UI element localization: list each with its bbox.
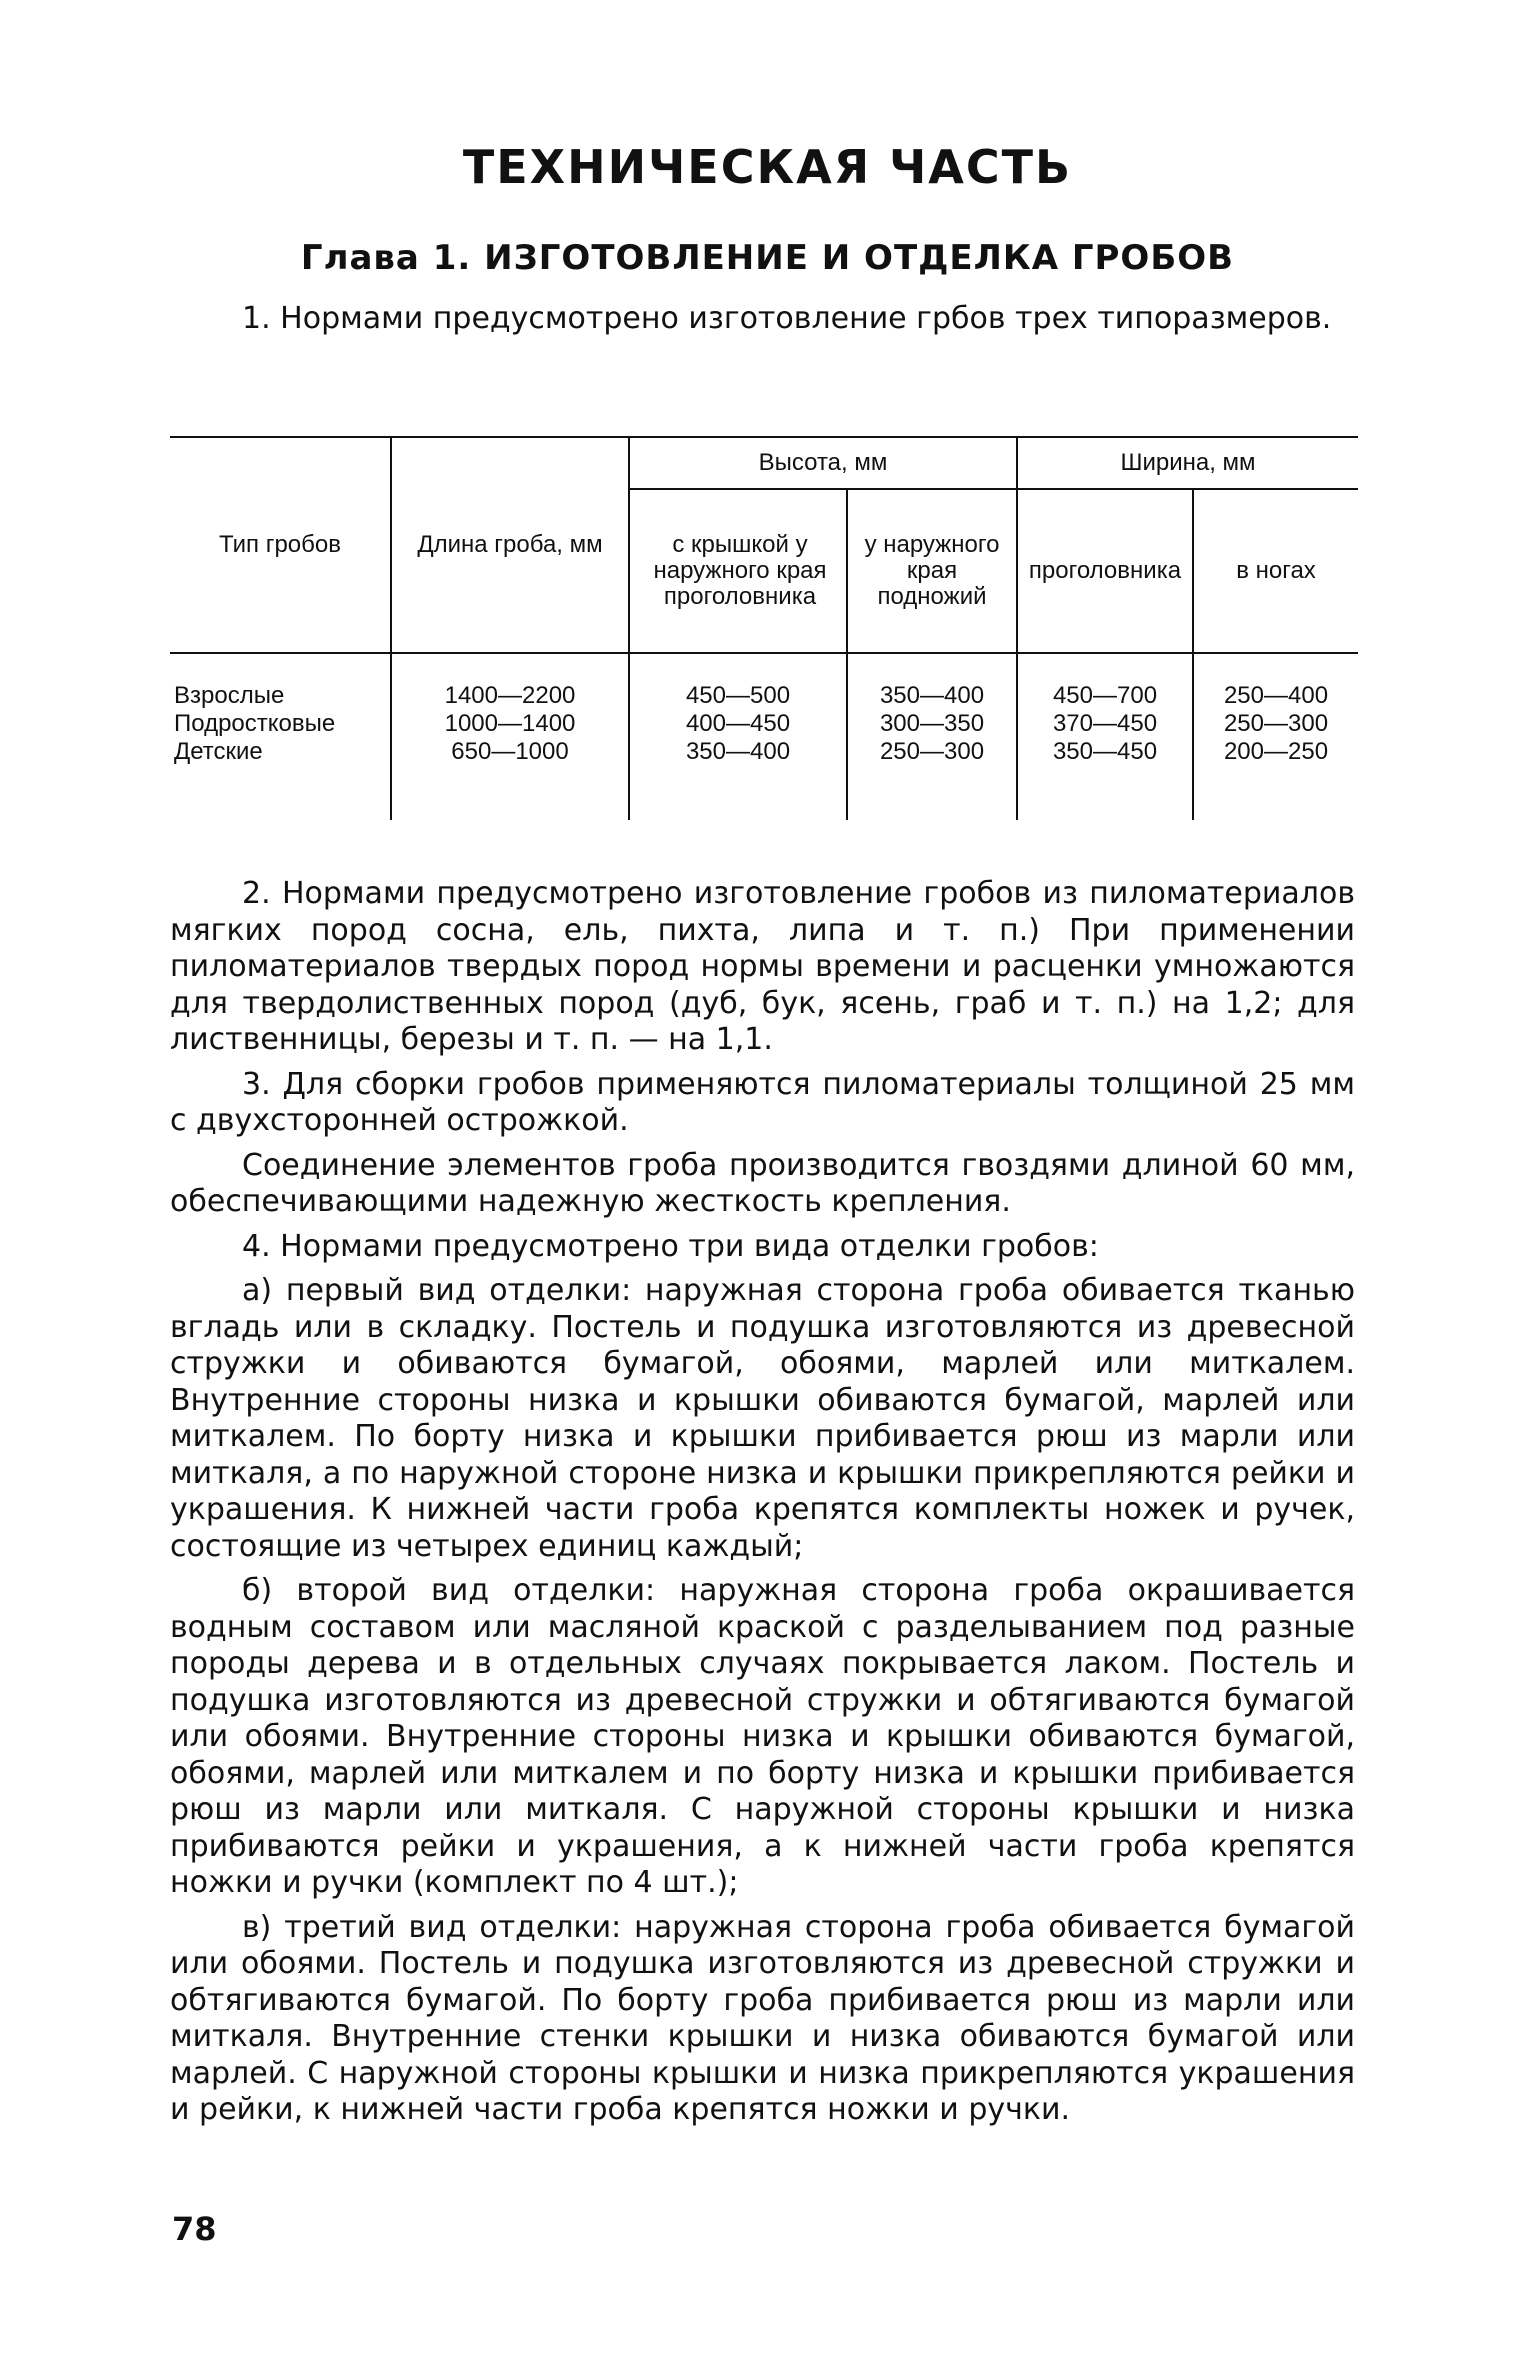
paragraph-2: 2. Нормами предусмотрено изготовление гробов из пиломатериалов мягких пород сосна, ель, пихта, липа и т. п.) При применении пиломатериалов твердых пород нормы времени и расценки умножаются для твердолиственных пород (дуб, бук, ясень, граб и т. п.) на 1,2; для лиственницы, березы и т. п. — на 1,1.: [170, 876, 1355, 1057]
coffin-sizes-table: [170, 436, 1358, 820]
paragraph-3: 3. Для сборки гробов применяются пиломатериалы толщиной 25 мм с двухсторонней острожкой.: [170, 1066, 1355, 1138]
body-text: [170, 876, 1355, 2137]
cell-width-head: 370—450: [1052, 710, 1158, 737]
table-header-rule: [170, 652, 1358, 654]
header-type: Тип гробов: [219, 531, 341, 558]
header-height-foot: у наружного края подножий: [864, 531, 1000, 610]
cell-height-with-lid: 400—450: [685, 710, 791, 737]
cell-height-foot: 300—350: [879, 710, 985, 737]
header-height: Высота, мм: [758, 449, 888, 476]
part-title: ТЕХНИЧЕСКАЯ ЧАСТЬ: [462, 140, 1073, 194]
paragraph-4a: а) первый вид отделки: наружная сторона гроба обивается тканью вгладь или в складку. Постель и подушка изготовляются из древесной стружки и обиваются бумагой, обоями, марлей или миткалем. Внутренние стороны низка и крышки обиваются бумагой, марлей или миткалем. По борту низка и крышки прибивается рюш из марли или миткаля, а по наружной стороне низка и крышки прикрепляются рейки и украшения. К нижней части гроба крепятся комплекты ножек и ручек, состоящие из четырех единиц каждый;: [170, 1273, 1355, 1564]
intro-text: 1. Нормами предусмотрено изготовление грбов трех типоразмеров.: [242, 301, 1332, 336]
column-type: [174, 682, 388, 766]
column-length: [392, 682, 628, 766]
chapter-name: ИЗГОТОВЛЕНИЕ И ОТДЕЛКА ГРОБОВ: [484, 238, 1235, 278]
intro-paragraph: [170, 298, 1355, 340]
paragraph-joining: Соединение элементов гроба производится гвоздями длиной 60 мм, обеспечивающими надежную жесткость крепления.: [170, 1147, 1355, 1219]
cell-length: 1400—2200: [444, 682, 576, 709]
cell-width-head: 350—450: [1052, 738, 1158, 765]
header-height-with-lid: с крышкой у наружного края проголовника: [653, 531, 827, 610]
cell-height-with-lid: 350—400: [685, 738, 791, 765]
header-width-feet: в ногах: [1236, 557, 1316, 584]
column-height-with-lid: [630, 682, 846, 766]
paragraph-4: 4. Нормами предусмотрено три вида отделки гробов:: [242, 1228, 1099, 1264]
header-width: Ширина, мм: [1120, 449, 1256, 476]
paragraph-4c: в) третий вид отделки: наружная сторона гроба обивается бумагой или обоями. Постель и подушка изготовляются из древесной стружки и обтягиваются бумагой. По борту гроба прибивается рюш из марли или миткаля. Внутренние стенки крышки и низка обиваются бумагой или марлей. С наружной стороны крышки и низка прикрепляются украшения и рейки, к нижней части гроба крепятся ножки и ручки.: [170, 1909, 1355, 2127]
paragraph-4b: б) второй вид отделки: наружная сторона гроба окрашивается водным составом или масляной краской с разделыванием под разные породы дерева и в отдельных случаях покрывается лаком. Постель и подушка изготовляются из древесной стружки и обтягиваются бумагой или обоями. Внутренние стороны низка и крышки обиваются бумагой, обоями, марлей или миткалем и по борту низка и крышки прибивается рюш из марли или миткаля. С наружной стороны крышки и низка прибиваются рейки и украшения, а к нижней части гроба крепятся ножки и ручки (комплект по 4 шт.);: [170, 1573, 1355, 1900]
cell-type: Подростковые: [174, 710, 336, 737]
cell-width-feet: 250—400: [1223, 682, 1329, 709]
cell-length: 650—1000: [451, 738, 569, 765]
cell-height-with-lid: 450—500: [685, 682, 791, 709]
column-width-head: [1018, 682, 1192, 766]
cell-type: Взрослые: [174, 682, 285, 709]
cell-height-foot: 350—400: [879, 682, 985, 709]
cell-width-head: 450—700: [1052, 682, 1158, 709]
cell-height-foot: 250—300: [879, 738, 985, 765]
cell-width-feet: 200—250: [1223, 738, 1329, 765]
chapter-label: Глава 1.: [300, 238, 472, 278]
chapter-title: [0, 238, 1535, 278]
page-number: 78: [172, 2210, 217, 2248]
column-width-feet: [1194, 682, 1358, 766]
header-length: Длина гроба, мм: [417, 531, 603, 558]
cell-length: 1000—1400: [444, 710, 576, 737]
cell-type: Детские: [174, 738, 263, 765]
header-width-head: проголовника: [1028, 557, 1182, 584]
column-height-foot: [848, 682, 1016, 766]
cell-width-feet: 250—300: [1223, 710, 1329, 737]
